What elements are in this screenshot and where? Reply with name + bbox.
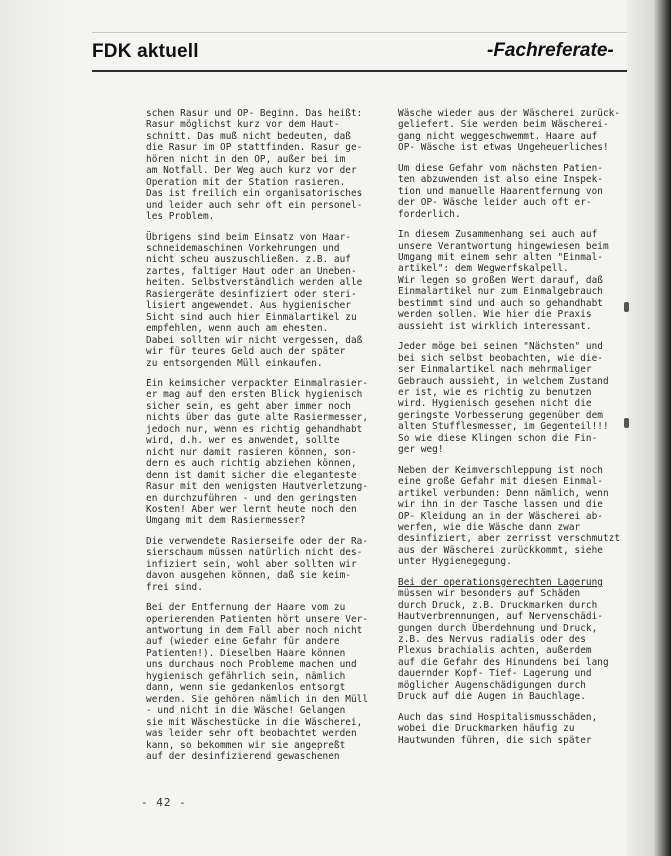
- text-line: artikel verbunden: Denn nämlich, wenn: [398, 487, 609, 499]
- text-line: aus der Wäscherei zurückkommt, siehe: [398, 544, 603, 556]
- text-line: nicht nur damit rasieren können, son-: [146, 446, 357, 458]
- text-line: zartes, faltiger Haut oder an Uneben-: [146, 265, 357, 277]
- paragraph: [146, 108, 378, 223]
- section-title: FDK aktuell: [92, 41, 199, 62]
- text-line: Dabei sollten wir nicht vergessen, daß: [146, 334, 363, 346]
- text-line: Bei der operationsgerechten Lagerung: [398, 576, 603, 588]
- right-text-column: [398, 108, 630, 755]
- text-line: Wir legen so großen Wert darauf, daß: [398, 274, 603, 286]
- text-line: schnitt. Das muß nicht bedeuten, daß: [146, 130, 351, 142]
- text-line: zu entsorgenden Müll einkaufen.: [146, 357, 323, 369]
- text-line: Patienten!). Dieselben Haare können: [146, 647, 346, 659]
- text-line: jedoch nur, wenn es richtig gehandhabt: [146, 423, 363, 435]
- text-line: müssen wir besonders auf Schäden: [398, 588, 581, 600]
- text-line: möglicher Augenschädigungen durch: [398, 679, 586, 691]
- text-line: am Notfall. Der Weg auch kurz vor der: [146, 165, 357, 177]
- text-line: geringste Vorbesserung gegenüber dem: [398, 409, 603, 421]
- text-line: sierschaum müssen natürlich nicht des-: [146, 547, 363, 559]
- text-line: artikel": dem Wegwerfskalpell.: [398, 263, 569, 275]
- paragraph: [146, 232, 378, 369]
- text-line: frei sind.: [146, 581, 203, 593]
- text-line: dauernder Kopf- Tief- Lagerung und: [398, 668, 592, 680]
- text-line: Wäsche wieder aus der Wäscherei zurück-: [398, 108, 621, 119]
- text-line: geliefert. Sie werden beim Wäscherei-: [398, 119, 609, 131]
- text-line: Umgang mit einem sehr alten "Einmal-: [398, 251, 603, 263]
- text-line: wird, d.h. wer es anwendet, sollte: [146, 435, 340, 447]
- paragraph: [398, 229, 630, 332]
- text-line: auf der desinfizierend gewaschenen: [146, 751, 340, 763]
- text-line: Rasiergeräte desinfiziert oder steri-: [146, 288, 357, 300]
- text-line: Hautverbrennungen, auf Nervenschädi-: [398, 611, 603, 623]
- text-line: antwortung in dem Fall aber noch nicht: [146, 625, 363, 637]
- text-line: ger weg!: [398, 444, 444, 456]
- text-line: So wie diese Klingen schon die Fin-: [398, 432, 598, 444]
- margin-mark: [624, 418, 629, 428]
- text-line: er ist, wie es richtig zu benutzen: [398, 386, 592, 398]
- text-line: gang nicht weggeschwemmt. Haare auf: [398, 130, 598, 142]
- text-line: Ein keimsicher verpackter Einmalrasier-: [146, 377, 369, 389]
- paragraph: [398, 712, 630, 746]
- text-line: uns durchaus noch Probleme machen und: [146, 659, 357, 671]
- text-line: wobei die Druckmarken häufig zu: [398, 723, 575, 735]
- text-line: schen Rasur und OP- Beginn. Das heißt:: [146, 108, 363, 119]
- text-line: Einmalartikel nur zum Einmalgebrauch: [398, 286, 603, 298]
- text-line: nichts über das gute alte Rasiermesser,: [146, 412, 369, 424]
- text-line: er mag auf den ersten Blick hygienisch: [146, 389, 363, 401]
- header-top-rule: [92, 32, 627, 33]
- text-line: OP- Kleidung an in der Wäscherei ab-: [398, 510, 603, 522]
- text-line: empfehlen, wenn auch am ehesten.: [146, 323, 329, 335]
- text-line: Sicht sind auch hier Einmalartikel zu: [146, 311, 357, 323]
- text-line: Bei der Entfernung der Haare vom zu: [146, 602, 346, 614]
- text-line: durch Druck, z.B. Druckmarken durch: [398, 599, 598, 611]
- text-line: hören nicht in den OP, außer bei im: [146, 153, 346, 165]
- text-line: - und nicht in die Wäsche! Gelangen: [146, 705, 346, 717]
- text-line: Auch das sind Hospitalismusschäden,: [398, 711, 598, 723]
- text-line: operierenden Patienten hört unsere Ver-: [146, 613, 369, 625]
- text-line: Kosten! Aber wer lernt heute noch den: [146, 503, 357, 515]
- text-line: Neben der Keimverschleppung ist noch: [398, 464, 603, 476]
- paragraph: [146, 602, 378, 762]
- text-line: sie mit Wäschestücke in die Wäscherei,: [146, 716, 363, 728]
- text-line: les Problem.: [146, 211, 215, 223]
- text-line: schneidemaschinen Vorkehrungen und: [146, 242, 340, 254]
- margin-mark: [624, 302, 629, 312]
- text-line: wir ihn in der Tasche lassen und die: [398, 499, 603, 511]
- text-line: Die verwendete Rasierseife oder der Ra-: [146, 535, 369, 547]
- text-line: denn ist damit sicher die eleganteste: [146, 469, 357, 481]
- text-line: Übrigens sind beim Einsatz von Haar-: [146, 231, 351, 243]
- text-line: Um diese Gefahr vom nächsten Patien-: [398, 162, 603, 174]
- text-line: wird. Hygienisch gesehen nicht die: [398, 398, 592, 410]
- paragraph: [398, 163, 630, 220]
- text-line: gungen durch Überdehnung und Druck,: [398, 622, 598, 634]
- text-line: unter Hygienegegung.: [398, 556, 512, 568]
- text-line: davon ausgehen können, daß sie keim-: [146, 570, 351, 582]
- text-line: nicht scheu auszuschließen. z.B. auf: [146, 254, 351, 266]
- text-line: Plexus brachialis achten, außerdem: [398, 645, 592, 657]
- text-line: Operation mit der Station rasieren.: [146, 176, 346, 188]
- text-line: bei sich selbst beobachten, wie die-: [398, 352, 603, 364]
- text-line: Jeder möge bei seinen "Nächsten" und: [398, 341, 603, 353]
- text-line: ten abzuwenden ist also eine Inspek-: [398, 174, 603, 186]
- text-line: hygienisch gefährlich sein, nämlich: [146, 670, 346, 682]
- text-line: was leider sehr oft beobachtet werden: [146, 728, 357, 740]
- text-line: ser Einmalartikel nach mehrmaliger: [398, 364, 592, 376]
- text-line: tion und manuelle Haarentfernung von: [398, 185, 603, 197]
- text-line: infiziert sein, wohl aber sollten wir: [146, 558, 357, 570]
- section-category: -Fachreferate-: [487, 40, 614, 61]
- paragraph: [398, 465, 630, 568]
- paragraph: [146, 536, 378, 593]
- paragraph: [398, 108, 630, 154]
- text-line: bestimmt sind und auch so gehandhabt: [398, 297, 603, 309]
- paragraph: [398, 577, 630, 703]
- text-line: der OP- Wäsche leider auch oft er-: [398, 197, 592, 209]
- text-line: Rasur mit den wenigsten Hautverletzung-: [146, 481, 369, 493]
- text-line: werden. Sie gehören nämlich in den Müll: [146, 693, 369, 705]
- text-line: z.B. des Nervus radialis oder des: [398, 634, 586, 646]
- text-line: dann, wenn sie gedankenlos entsorgt: [146, 682, 346, 694]
- text-line: Umgang mit dem Rasiermesser?: [146, 515, 306, 527]
- text-line: Das ist freilich ein organisatorisches: [146, 188, 363, 200]
- text-line: wir für teures Geld auch der später: [146, 346, 346, 358]
- text-line: auf (wieder eine Gefahr für andere: [146, 636, 340, 648]
- paragraph: [146, 378, 378, 527]
- text-line: und leider auch sehr oft ein personel-: [146, 199, 363, 211]
- paragraph: [398, 341, 630, 456]
- left-text-column: [146, 108, 378, 771]
- text-line: heiten. Selbstverständlich werden alle: [146, 277, 363, 289]
- text-line: die Rasur im OP stattfinden. Rasur ge-: [146, 142, 363, 154]
- text-line: OP- Wäsche ist etwas Ungeheuerliches!: [398, 142, 609, 154]
- text-line: eine große Gefahr mit diesen Einmal-: [398, 476, 603, 488]
- text-line: Druck auf die Augen in Bauchlage.: [398, 691, 586, 703]
- text-line: desinfiziert, aber zerrisst verschmutzt: [398, 533, 621, 545]
- text-line: unsere Verantwortung hingewiesen beim: [398, 240, 609, 252]
- scan-right-edge: [627, 0, 671, 856]
- text-line: aussieht ist wirklich interessant.: [398, 320, 592, 332]
- text-line: Gebrauch aussieht, in welchem Zustand: [398, 375, 609, 387]
- text-line: kann, so bekommen wir sie angepreßt: [146, 739, 346, 751]
- text-line: Rasur möglichst kurz vor dem Haut-: [146, 119, 340, 131]
- text-line: sicher sein, es geht aber immer noch: [146, 400, 351, 412]
- page-number: - 42 -: [141, 796, 187, 809]
- text-line: In diesem Zusammenhang sei auch auf: [398, 229, 598, 241]
- text-line: alten Stufflesmesser, im Gegenteil!!!: [398, 421, 609, 433]
- text-line: lisiert angewendet. Aus hygienischer: [146, 300, 351, 312]
- text-line: Hautwunden führen, die sich später: [398, 734, 592, 746]
- text-line: werden sollen. Wie hier die Praxis: [398, 309, 592, 321]
- text-line: werfen, wie die Wäsche dann zwar: [398, 521, 581, 533]
- header-rule: [92, 70, 627, 72]
- text-line: en durchzuführen - und den geringsten: [146, 492, 357, 504]
- text-line: auf die Gefahr des Hinundens bei lang: [398, 656, 609, 668]
- scan-left-margin: [0, 0, 72, 856]
- text-line: forderlich.: [398, 208, 461, 220]
- text-line: dern es auch richtig abziehen können,: [146, 458, 357, 470]
